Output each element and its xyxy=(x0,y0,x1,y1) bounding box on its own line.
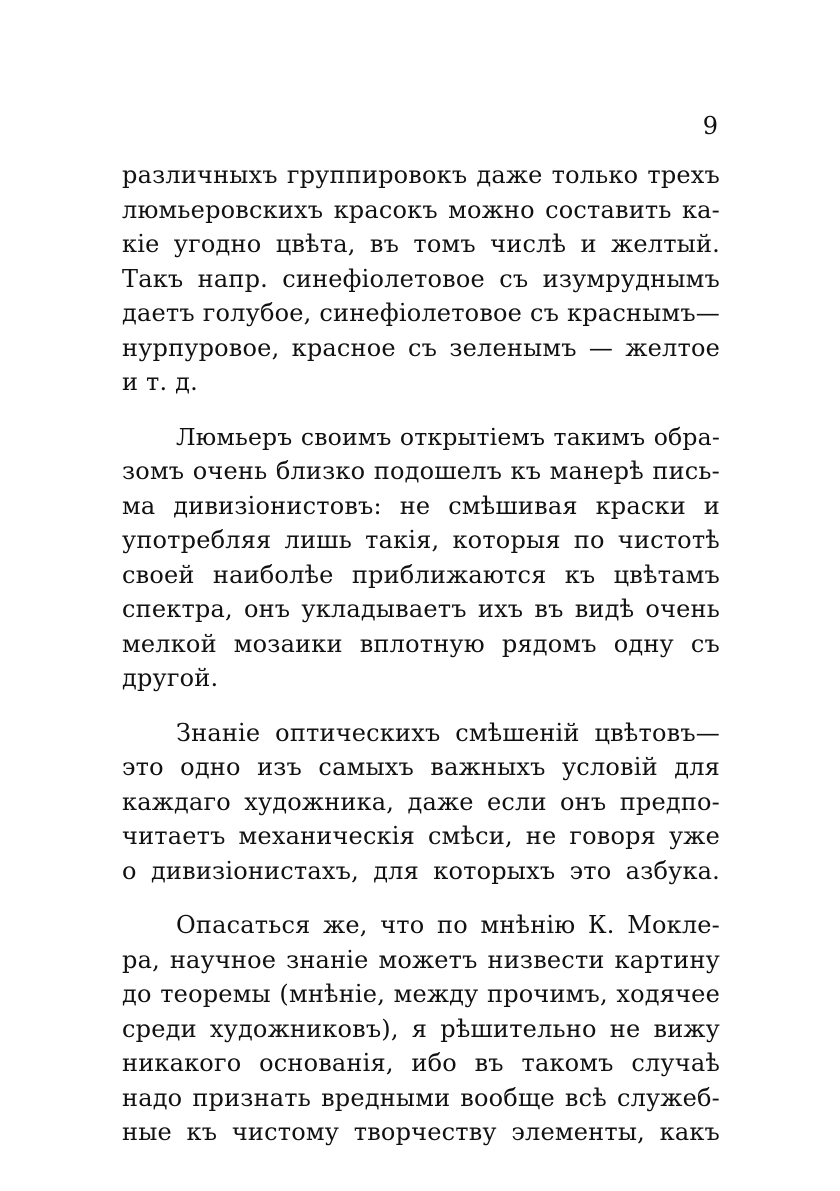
text-line: другой. xyxy=(122,664,219,692)
text-line: до теоремы (мнѣнiе, между прочимъ, ходячее xyxy=(122,980,720,1008)
paragraph xyxy=(122,716,720,889)
text-line: ные къ чистому творчеству элементы, какъ xyxy=(122,1118,720,1146)
text-line: Такъ напр. синефiолетовое съ изумруднымъ xyxy=(122,264,720,293)
text-line: употребляя лишь такiя, которыя по чистотѣ xyxy=(122,526,720,554)
text-line: и т. д. xyxy=(122,368,198,396)
text-line: зомъ очень близко подошелъ къ манерѣ пись- xyxy=(122,457,720,485)
text-line: спектра, онъ укладываетъ ихъ въ видѣ очень xyxy=(122,595,720,623)
paragraph xyxy=(122,158,720,400)
text-line: нурпуровое, красное съ зеленымъ — желтое xyxy=(122,333,720,362)
paragraph xyxy=(122,420,720,696)
text-line: Знанiе оптическихъ смѣшенiй цвѣтовъ— xyxy=(176,718,720,747)
text-line: читаетъ механическiя смѣси, не говоря уже xyxy=(122,822,720,850)
text-line: кiе угодно цвѣта, въ томъ числѣ и желтый. xyxy=(122,230,720,258)
text-line: мелкой мозаики вплотную рядомъ одну съ xyxy=(122,629,720,658)
text-line: надо признать вредными вообще всѣ служеб- xyxy=(122,1083,720,1112)
text-line: своей наиболѣе приближаются къ цвѣтамъ xyxy=(122,560,720,589)
text-line: ра, научное знанiе можетъ низвести картину xyxy=(122,945,720,974)
paragraph xyxy=(122,908,720,1150)
text-line: среди художниковъ), я рѣшительно не вижу xyxy=(122,1014,720,1043)
text-line: даетъ голубое, синефiолетовое съ краснымъ— xyxy=(122,299,720,327)
text-line: это одно изъ самыхъ важныхъ условiй для xyxy=(122,753,720,781)
body-text xyxy=(122,158,720,1150)
text-line: различныхъ группировокъ даже только трехъ xyxy=(122,161,720,189)
page-number: 9 xyxy=(702,112,718,140)
text-line: никакого основанiя, ибо въ такомъ случаѣ xyxy=(122,1049,720,1077)
text-line: о дивизiонистахъ, для которыхъ это азбука. xyxy=(122,856,720,885)
text-line: Опасаться же, что по мнѣнiю К. Мокле- xyxy=(176,911,720,939)
text-line: Люмьеръ своимъ открытiемъ такимъ обра- xyxy=(176,422,720,451)
text-line: люмьеровскихъ красокъ можно составить ка- xyxy=(122,195,720,224)
text-line: каждаго художника, даже если онъ предпо- xyxy=(122,787,720,816)
text-line: ма дивизiонистовъ: не смѣшивая краски и xyxy=(122,491,720,520)
